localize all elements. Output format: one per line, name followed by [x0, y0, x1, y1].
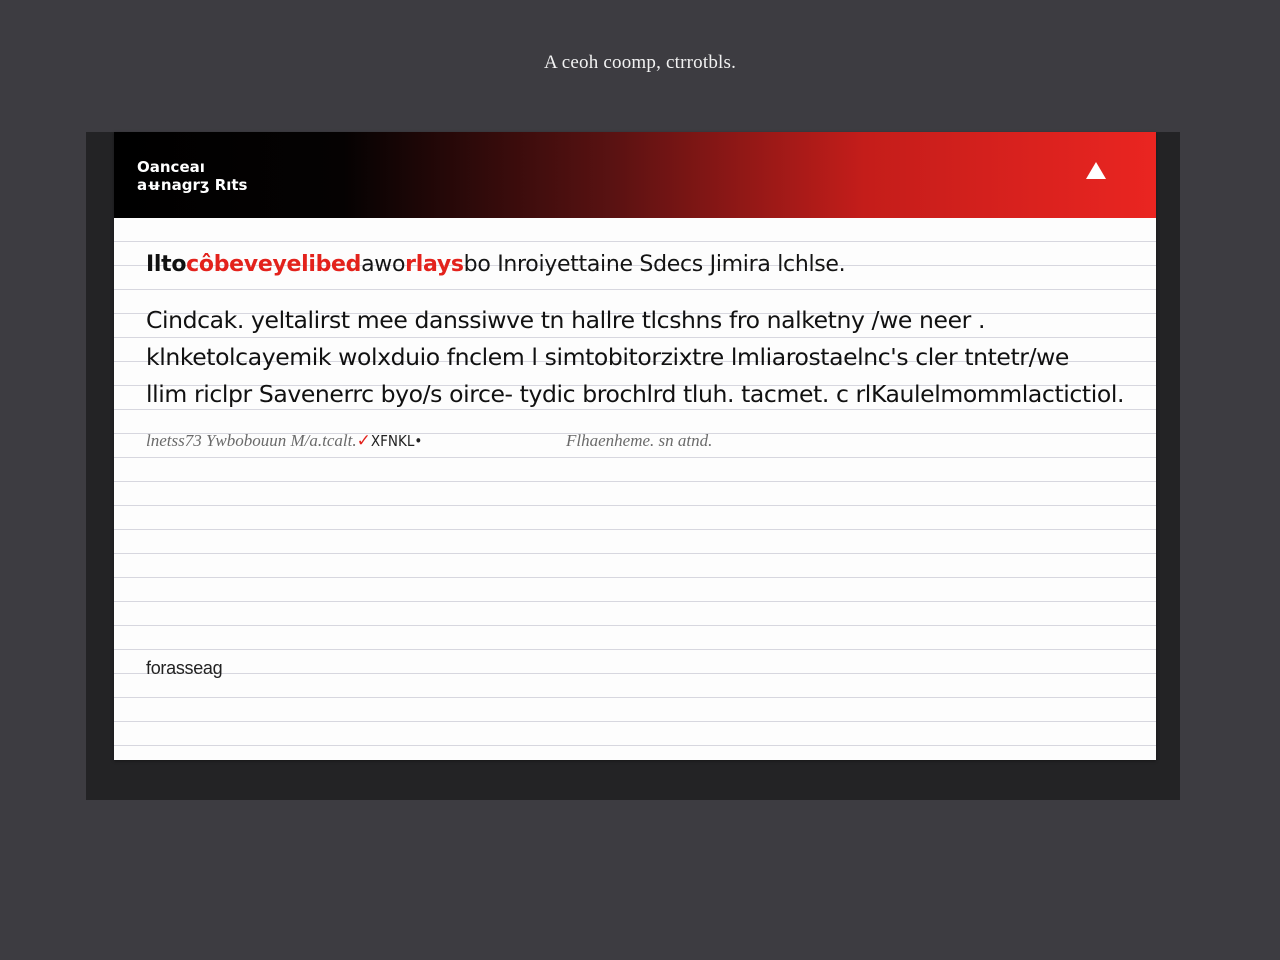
card-frame: [86, 132, 1180, 800]
headline: [146, 252, 845, 277]
header-title: [137, 158, 248, 194]
paragraph-line: klnketolcayemik wolxduio fnclem l simtobitorzixtre lmliarostaelnc's cler tntetr/we: [146, 343, 1069, 371]
collapse-button[interactable]: [1084, 160, 1108, 182]
paragraph-line: llim riclpr Savenerrc byo/s oirce- tydic brochlrd tluh. tacmet. c rlKaulelmommlactictiol.: [146, 380, 1125, 408]
header-title-line-2: aʉnagrʒ Rıts: [137, 176, 248, 194]
header-title-line-1: Oanceaı: [137, 158, 205, 176]
headline-lead: Ilto: [146, 252, 187, 277]
headline-accent-2: rlays: [405, 252, 464, 277]
headline-accent: côbeveyelibed: [186, 252, 362, 277]
headline-rest: bo Inroiyettaine Sdecs Jimira lchlse.: [463, 252, 846, 277]
paragraph-line: Cindcak. yeltalirst mee danssiwve tn hallre tlcshns fro nalketny /we neer .: [146, 306, 986, 334]
screen-caption: A ceoh coomp, ctrrotbls.: [543, 52, 737, 73]
tag-label: forasseag: [146, 658, 223, 678]
ruled-card: [114, 132, 1156, 760]
headline-mid: awo: [361, 252, 406, 277]
card-header: [114, 132, 1156, 218]
card-body: [146, 218, 1136, 758]
body-paragraph: [146, 302, 1136, 413]
meta-right-text: Flhaenheme. sn atnd.: [566, 431, 713, 450]
triangle-up-icon: [1084, 160, 1108, 182]
meta-row: [146, 431, 1136, 455]
meta-left-text: lnetss73 Ywbobouun M/a.tcalt.: [146, 431, 357, 450]
check-mark-icon: ✓: [356, 431, 371, 450]
meta-left: [146, 431, 422, 451]
meta-code: XFNKL•: [370, 432, 423, 450]
